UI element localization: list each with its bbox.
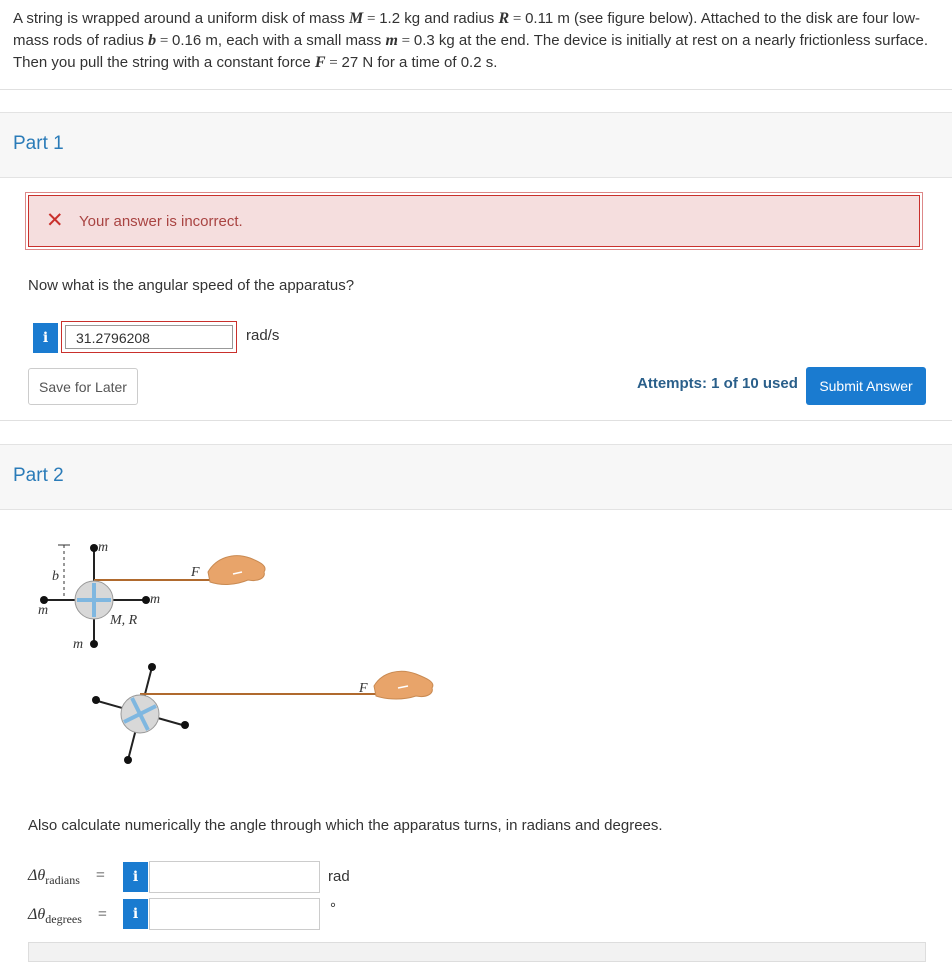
part2-title: Part 2 [13,465,64,486]
problem-text: A string is wrapped around a uniform disk of mass [13,10,349,27]
point-mass [181,721,189,729]
label-MR: M, R [110,613,138,628]
angular-speed-value[interactable]: 31.2796208 [65,325,233,349]
subscript-degrees: degrees [45,912,82,927]
label-F: F [191,565,200,580]
label-m: m [73,637,84,652]
var-m: m [385,32,398,49]
var-R: R [498,10,510,27]
info-icon[interactable]: i [123,899,148,929]
part2-header [0,444,952,510]
problem-statement [13,8,938,74]
delta-theta-radians-label [28,867,105,888]
part1-header [0,112,952,178]
label-b: b [52,569,59,584]
part2-question: Also calculate numerically the angle through which the apparatus turns, in radians and degrees. [28,817,663,834]
problem-text: 27 N for a time of 0.2 s. [341,54,498,71]
equals-sign: = [325,55,342,71]
label-m: m [98,540,109,555]
x-icon: ✕ [46,209,64,232]
incorrect-alert [28,195,920,247]
label-F: F [359,681,368,696]
hand-icon [374,671,433,699]
delta-theta-degrees-input[interactable] [149,898,320,930]
rotated-apparatus [92,663,433,764]
problem-text: 0.16 m, each with a small mass [172,32,386,49]
var-b: b [148,32,157,49]
bottom-panel [28,942,926,962]
point-mass [90,640,98,648]
var-M: M [349,10,364,27]
delta-theta-radians-input[interactable] [149,861,320,893]
part1-question: Now what is the angular speed of the apparatus? [28,277,355,294]
label-m: m [150,592,161,607]
problem-text: 0.3 kg at the end. The device is initially at rest on a nearly frictionless surface. Then you pull the string with a constant force [13,32,929,71]
info-icon[interactable]: i [123,862,148,892]
equals-sign: = [363,11,380,27]
equals-sign: = [156,33,173,49]
hand-icon [208,556,265,585]
subscript-radians: radians [45,873,80,888]
point-mass [142,596,150,604]
point-mass [90,544,98,552]
var-F: F [314,54,326,71]
equals-sign: = [397,33,414,49]
label-m: m [38,603,49,618]
divider [0,89,952,90]
equals-sign: = [95,867,105,884]
problem-text: 1.2 kg and radius [379,10,499,27]
delta-theta-degrees-label [28,906,107,927]
apparatus-figure [28,530,448,780]
equals-sign: = [97,906,107,923]
problem-text: 0.11 m (see figure below). Attached to the disk are four low-mass rods of radius [13,10,921,49]
angular-speed-input[interactable] [61,321,237,353]
top-apparatus [38,540,265,652]
alert-message: Your answer is incorrect. [79,213,243,230]
delta-theta-symbol: Δθ [28,906,46,923]
submit-answer-button[interactable]: Submit Answer [806,367,926,405]
info-icon[interactable]: i [33,323,58,353]
save-for-later-button[interactable]: Save for Later [28,368,138,405]
point-mass [124,756,132,764]
unit-rad: rad [328,868,350,885]
delta-theta-symbol: Δθ [28,867,46,884]
point-mass [148,663,156,671]
divider [0,420,952,421]
part1-title: Part 1 [13,133,64,154]
unit-degrees: ° [330,900,336,917]
equals-sign: = [509,11,526,27]
point-mass [92,696,100,704]
unit-label: rad/s [246,327,280,344]
attempts-counter: Attempts: 1 of 10 used [637,375,798,392]
